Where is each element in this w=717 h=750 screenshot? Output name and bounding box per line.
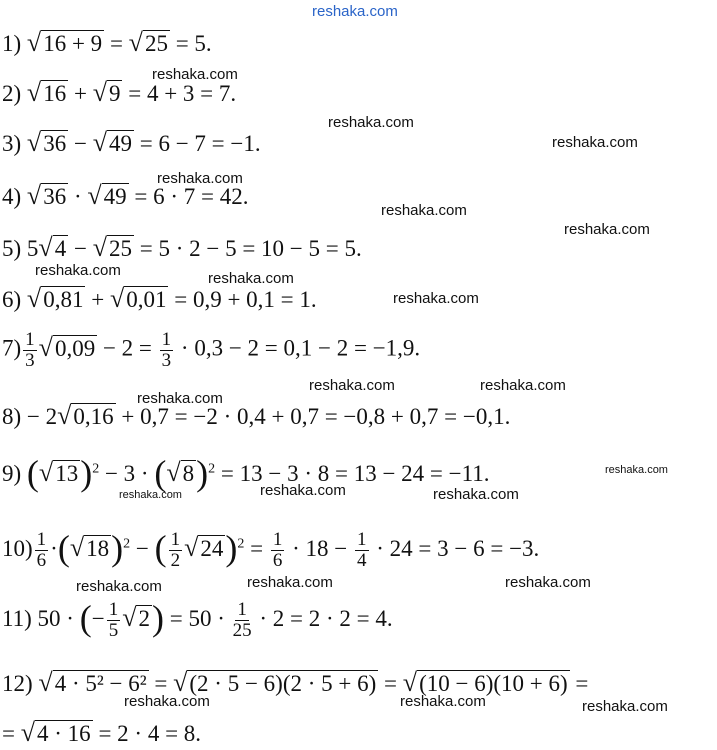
watermark: reshaka.com (328, 114, 414, 131)
equation-result: = 0,9 + 0,1 = 1. (168, 287, 317, 312)
radicand: 49 (103, 184, 127, 209)
square-root: √0,01 (109, 284, 167, 313)
operator: = (244, 536, 269, 561)
numerator: 1 (272, 529, 283, 551)
radicand: 16 (43, 81, 67, 106)
item-number: 9) (2, 461, 22, 486)
watermark: reshaka.com (309, 377, 395, 394)
radicand: 0,81 (43, 287, 84, 312)
fraction (169, 530, 183, 571)
watermark: reshaka.com (433, 486, 519, 503)
operator: = (378, 671, 403, 696)
radicand: 49 (108, 131, 132, 156)
equation-result: = 2 · 4 = 8. (92, 721, 202, 746)
equation-9: 9) $(√13)^2 - 3 \cdot (√8)^2 = 13 - 3 \cdot 8 = 13 - 24 = -11$. (2, 453, 490, 493)
numerator: 1 (25, 329, 35, 350)
radicand: 0,01 (126, 287, 167, 312)
item-number: 3) (2, 131, 22, 156)
exponent: 2 (208, 461, 216, 477)
operator: − 3 · (99, 461, 155, 486)
equation-result: = 4 + 3 = 7. (122, 81, 237, 106)
operator: − (68, 131, 93, 156)
radicand: (10 − 6)(10 + 6) (419, 671, 568, 696)
radicand: 0,16 (73, 404, 114, 429)
denominator: 6 (36, 550, 47, 572)
equation-11: 11) 50 · (− $\frac{1}{5}$ √2) = 50 · $\frac{1}{25}$ · 2 = 2 · 2 = 4. (2, 598, 393, 642)
square-root: √0,81 (26, 284, 84, 313)
watermark: reshaka.com (312, 3, 398, 20)
equation-12 (2, 670, 588, 696)
fraction (35, 530, 49, 571)
exponent: 2 (123, 536, 131, 552)
fraction (233, 600, 252, 641)
square-root: √0,16 (57, 401, 114, 430)
watermark: reshaka.com (582, 698, 668, 715)
equation-6 (2, 286, 317, 312)
denominator: 3 (25, 349, 35, 371)
equation-5 (2, 235, 362, 261)
exponent: 2 (92, 461, 100, 477)
radicand: 24 (200, 536, 224, 561)
square-root: √4 · 5² − 6² (38, 668, 147, 697)
watermark: reshaka.com (208, 270, 294, 287)
radicand: 25 (108, 236, 132, 261)
operator: · 18 − (286, 536, 354, 561)
watermark: reshaka.com (552, 134, 638, 151)
radicand: (2 · 5 − 6)(2 · 5 + 6) (189, 671, 377, 696)
watermark: reshaka.com (119, 489, 182, 501)
equation-result: · 0,3 − 2 = 0,1 − 2 = −1,9. (175, 335, 421, 361)
numerator: 1 (161, 329, 172, 350)
square-root: √(10 − 6)(10 + 6) (402, 668, 568, 697)
watermark: reshaka.com (393, 290, 479, 307)
watermark: reshaka.com (505, 574, 591, 591)
square-root: √25 (128, 28, 168, 57)
fraction (23, 330, 37, 371)
denominator: 4 (357, 550, 367, 572)
watermark: reshaka.com (35, 262, 121, 279)
item-number: 4) (2, 184, 22, 209)
operator: + (85, 287, 110, 312)
equation-result: = 5. (169, 31, 212, 56)
square-root: √36 (26, 128, 67, 157)
square-root: √49 (87, 181, 127, 210)
equation-8 (2, 403, 510, 429)
watermark: reshaka.com (137, 390, 223, 407)
radicand: 25 (144, 31, 168, 56)
watermark: reshaka.com (247, 574, 333, 591)
numerator: 1 (36, 529, 47, 551)
equation-result: + 0,7 = −2 · 0,4 + 0,7 = −0,8 + 0,7 = −0,1. (115, 404, 511, 429)
item-number: 11) 50 · (2, 606, 80, 631)
operator: · (68, 184, 88, 209)
operator: = (148, 671, 174, 696)
square-root: √4 · 16 (20, 718, 91, 747)
radicand: 4 · 5² − 6² (54, 671, 147, 696)
operator: − (91, 606, 105, 631)
square-root: √0,09 (38, 332, 96, 362)
item-number: 1) (2, 31, 22, 56)
radicand: 16 + 9 (43, 31, 103, 56)
operator: = (104, 31, 129, 56)
equation-result: = 6 − 7 = −1. (133, 131, 261, 156)
item-number: 7) (2, 335, 22, 361)
equation-10: 10) $\frac{1}{6}$ $\cdot(√18)^2$ − ( $\frac{1}{2}$ √24)$^2$ = $\frac{1}{6}$ · 18 − $\frac{1}{4}$ · 24 = 3 − 6 = −3. (2, 528, 540, 572)
equation-7 (2, 330, 420, 371)
equation-result: · 2 = 2 · 2 = 4. (253, 606, 393, 631)
operator: − (130, 536, 155, 561)
square-root: √4 (38, 233, 67, 262)
radicand: 4 · 16 (37, 721, 91, 746)
equation-result: = 13 − 3 · 8 = 13 − 24 = −11. (215, 461, 490, 486)
operator: − (68, 236, 93, 261)
equation-result: · 24 = 3 − 6 = −3. (370, 536, 540, 561)
equation-result: = 6 · 7 = 42. (128, 184, 249, 209)
item-number: 5) 5 (2, 236, 39, 261)
denominator: 2 (170, 550, 181, 572)
item-number: 12) (2, 671, 33, 696)
denominator: 6 (272, 550, 283, 572)
square-root: √16 + 9 (26, 28, 103, 57)
numerator: 1 (237, 599, 247, 621)
fraction (271, 530, 285, 571)
operator: + (68, 81, 93, 106)
fraction (355, 530, 369, 571)
radicand: 13 (55, 461, 79, 486)
item-number: 8) − 2 (2, 404, 58, 429)
radicand: 9 (108, 81, 121, 106)
square-root: √16 (26, 78, 67, 107)
denominator: 3 (161, 349, 172, 371)
item-number: 10) (2, 536, 33, 561)
exponent: 2 (237, 536, 245, 552)
denominator: 5 (108, 620, 119, 642)
square-root: √9 (92, 78, 121, 107)
radicand: 36 (43, 131, 67, 156)
watermark: reshaka.com (400, 693, 486, 710)
item-number: 6) (2, 287, 22, 312)
fraction (160, 330, 174, 371)
square-root: √36 (26, 181, 67, 210)
operator: = (2, 721, 21, 746)
equation-4 (2, 183, 249, 209)
equation-3 (2, 130, 261, 156)
numerator: 1 (357, 529, 367, 551)
watermark: reshaka.com (152, 66, 238, 83)
square-root: √24 (184, 533, 224, 562)
equation-12-continuation (2, 720, 201, 746)
item-number: 2) (2, 81, 22, 106)
square-root: √18 (69, 533, 110, 562)
watermark: reshaka.com (605, 464, 668, 476)
square-root: √49 (92, 128, 132, 157)
watermark: reshaka.com (260, 482, 346, 499)
square-root: √(2 · 5 − 6)(2 · 5 + 6) (173, 668, 377, 697)
radicand: 36 (43, 184, 67, 209)
radicand: 2 (138, 606, 150, 631)
fraction (107, 600, 121, 641)
radicand: 4 (54, 236, 67, 261)
square-root: √8 (166, 458, 195, 487)
equation-result: = 5 · 2 − 5 = 10 − 5 = 5. (133, 236, 362, 261)
numerator: 1 (170, 529, 181, 551)
watermark: reshaka.com (564, 221, 650, 238)
watermark: reshaka.com (381, 202, 467, 219)
radicand: 8 (182, 461, 195, 486)
radicand: 0,09 (54, 335, 96, 361)
numerator: 1 (108, 599, 119, 621)
radicand: 18 (86, 536, 110, 561)
equation-result: = (569, 671, 589, 696)
operator: − 2 = (97, 335, 158, 361)
watermark: reshaka.com (480, 377, 566, 394)
square-root: √2 (122, 603, 150, 632)
square-root: √13 (38, 458, 79, 487)
denominator: 25 (232, 620, 252, 642)
watermark: reshaka.com (157, 170, 243, 187)
equation-1 (2, 30, 212, 56)
square-root: √25 (92, 233, 132, 262)
operator: = 50 · (163, 606, 231, 631)
watermark: reshaka.com (124, 693, 210, 710)
equation-2 (2, 80, 236, 106)
watermark: reshaka.com (76, 578, 162, 595)
